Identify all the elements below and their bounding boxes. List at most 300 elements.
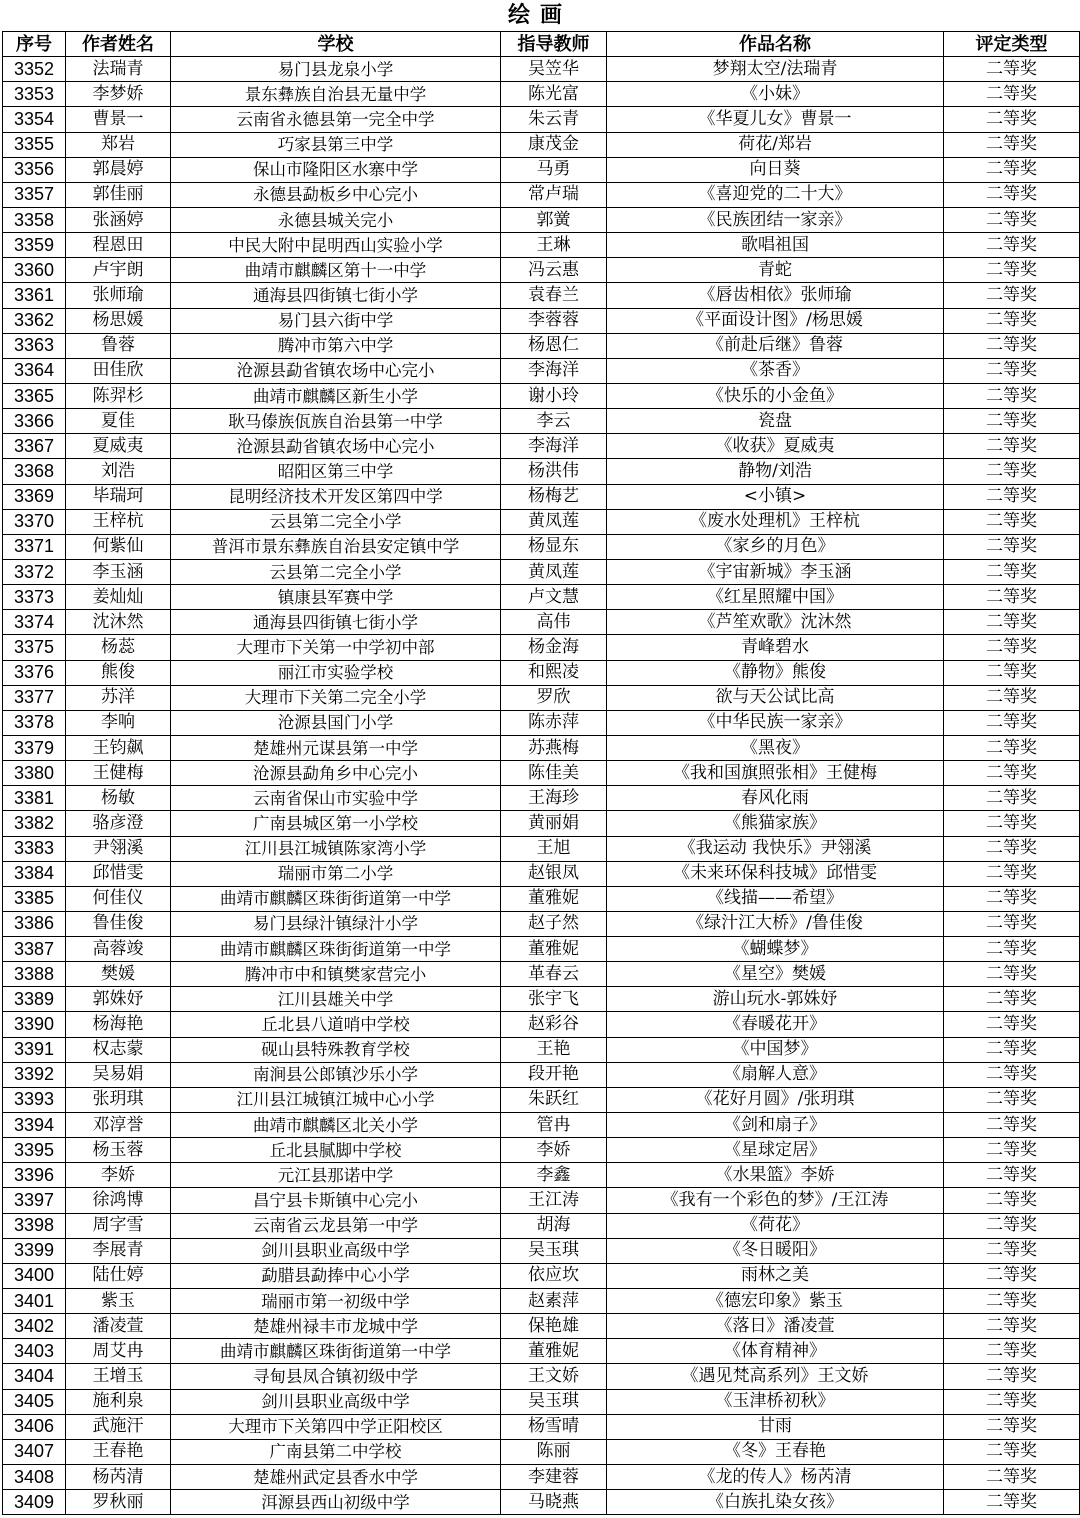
header-work-title: 作品名称	[607, 32, 944, 57]
cell-teacher: 赵银凤	[501, 861, 607, 886]
cell-award-type: 二等奖	[944, 1012, 1080, 1037]
cell-work-title: 《荷花》	[607, 1213, 944, 1238]
table-row	[3, 1465, 1080, 1490]
table-row	[3, 1414, 1080, 1439]
table-row	[3, 1012, 1080, 1037]
cell-work-title: 《龙的传人》杨芮清	[607, 1465, 944, 1490]
cell-serial: 3370	[3, 509, 66, 534]
cell-teacher: 李建蓉	[501, 1465, 607, 1490]
cell-teacher: 杨显东	[501, 534, 607, 559]
table-row	[3, 1113, 1080, 1138]
cell-work-title: 瓷盘	[607, 409, 944, 434]
cell-author: 杨海艳	[66, 1012, 171, 1037]
cell-school: 楚雄州禄丰市龙城中学	[171, 1314, 501, 1339]
cell-serial: 3403	[3, 1339, 66, 1364]
table-row	[3, 786, 1080, 811]
cell-work-title: 《茶香》	[607, 358, 944, 383]
cell-award-type: 二等奖	[944, 82, 1080, 107]
cell-author: 郑岩	[66, 132, 171, 157]
cell-teacher: 陈光富	[501, 82, 607, 107]
table-row	[3, 1037, 1080, 1062]
cell-school: 景东彝族自治县无量中学	[171, 82, 501, 107]
cell-school: 昆明经济技术开发区第四中学	[171, 484, 501, 509]
cell-award-type: 二等奖	[944, 484, 1080, 509]
cell-serial: 3409	[3, 1490, 66, 1515]
cell-teacher: 杨洪伟	[501, 459, 607, 484]
cell-serial: 3361	[3, 283, 66, 308]
cell-serial: 3373	[3, 585, 66, 610]
cell-work-title: 青蛇	[607, 258, 944, 283]
table-row	[3, 1490, 1080, 1515]
cell-work-title: 《喜迎党的二十大》	[607, 182, 944, 207]
cell-teacher: 马勇	[501, 157, 607, 182]
cell-author: 杨思媛	[66, 308, 171, 333]
cell-school: 寻甸县凤合镇初级中学	[171, 1364, 501, 1389]
cell-author: 王梓杭	[66, 509, 171, 534]
cell-award-type: 二等奖	[944, 1339, 1080, 1364]
cell-author: 权志蒙	[66, 1037, 171, 1062]
cell-author: 夏威夷	[66, 434, 171, 459]
cell-author: 潘凌萱	[66, 1314, 171, 1339]
cell-award-type: 二等奖	[944, 861, 1080, 886]
cell-author: 熊俊	[66, 660, 171, 685]
cell-serial: 3371	[3, 534, 66, 559]
cell-work-title: 荷花/郑岩	[607, 132, 944, 157]
cell-school: 云县第二完全小学	[171, 509, 501, 534]
cell-school: 易门县龙泉小学	[171, 57, 501, 82]
cell-school: 永德县勐板乡中心完小	[171, 182, 501, 207]
cell-work-title: 《小妹》	[607, 82, 944, 107]
cell-award-type: 二等奖	[944, 1113, 1080, 1138]
table-row	[3, 1138, 1080, 1163]
cell-author: 武施汗	[66, 1414, 171, 1439]
cell-serial: 3396	[3, 1163, 66, 1188]
cell-serial: 3364	[3, 358, 66, 383]
cell-author: 李玉涵	[66, 559, 171, 584]
cell-work-title: 雨林之美	[607, 1263, 944, 1288]
cell-award-type: 二等奖	[944, 57, 1080, 82]
table-row	[3, 157, 1080, 182]
cell-school: 曲靖市麒麟区珠街街道第一中学	[171, 1339, 501, 1364]
cell-author: 田佳欣	[66, 358, 171, 383]
table-header-row	[3, 32, 1080, 57]
cell-award-type: 二等奖	[944, 836, 1080, 861]
table-row	[3, 937, 1080, 962]
cell-author: 骆彦澄	[66, 811, 171, 836]
header-teacher: 指导教师	[501, 32, 607, 57]
cell-author: 夏佳	[66, 409, 171, 434]
cell-author: 法瑞青	[66, 57, 171, 82]
cell-award-type: 二等奖	[944, 1389, 1080, 1414]
cell-work-title: 游山玩水-郭姝妤	[607, 987, 944, 1012]
cell-school: 云南省保山市实验中学	[171, 786, 501, 811]
table-row	[3, 635, 1080, 660]
cell-award-type: 二等奖	[944, 937, 1080, 962]
table-row	[3, 1339, 1080, 1364]
cell-teacher: 吴玉琪	[501, 1238, 607, 1263]
cell-school: 洱源县西山初级中学	[171, 1490, 501, 1515]
cell-work-title: 《民族团结一家亲》	[607, 207, 944, 232]
cell-work-title: 《我运动 我快乐》尹翎溪	[607, 836, 944, 861]
cell-school: 昌宁县卡斯镇中心完小	[171, 1188, 501, 1213]
table-row	[3, 283, 1080, 308]
cell-school: 南涧县公郎镇沙乐小学	[171, 1062, 501, 1087]
cell-work-title: 《星球定居》	[607, 1138, 944, 1163]
table-row	[3, 459, 1080, 484]
cell-serial: 3397	[3, 1188, 66, 1213]
cell-serial: 3390	[3, 1012, 66, 1037]
table-row	[3, 1289, 1080, 1314]
cell-serial: 3356	[3, 157, 66, 182]
cell-serial: 3399	[3, 1238, 66, 1263]
cell-author: 杨芮清	[66, 1465, 171, 1490]
cell-award-type: 二等奖	[944, 157, 1080, 182]
cell-award-type: 二等奖	[944, 987, 1080, 1012]
cell-teacher: 杨恩仁	[501, 333, 607, 358]
cell-school: 通海县四街镇七街小学	[171, 610, 501, 635]
cell-award-type: 二等奖	[944, 1414, 1080, 1439]
cell-serial: 3360	[3, 258, 66, 283]
cell-teacher: 革春云	[501, 962, 607, 987]
cell-work-title: 《蝴蝶梦》	[607, 937, 944, 962]
table-row	[3, 509, 1080, 534]
table-row	[3, 1213, 1080, 1238]
table-row	[3, 962, 1080, 987]
cell-school: 镇康县军赛中学	[171, 585, 501, 610]
cell-serial: 3369	[3, 484, 66, 509]
cell-teacher: 苏燕梅	[501, 735, 607, 760]
cell-author: 杨敏	[66, 786, 171, 811]
cell-serial: 3406	[3, 1414, 66, 1439]
cell-work-title: 《德宏印象》紫玉	[607, 1289, 944, 1314]
cell-school: 江川县江城镇陈家湾小学	[171, 836, 501, 861]
cell-teacher: 董雅妮	[501, 1339, 607, 1364]
header-school: 学校	[171, 32, 501, 57]
page-title: 绘画	[507, 3, 572, 28]
cell-author: 邓淳誉	[66, 1113, 171, 1138]
cell-school: 永德县城关完小	[171, 207, 501, 232]
cell-serial: 3404	[3, 1364, 66, 1389]
table-row	[3, 836, 1080, 861]
cell-serial: 3394	[3, 1113, 66, 1138]
cell-teacher: 郭黉	[501, 207, 607, 232]
cell-serial: 3381	[3, 786, 66, 811]
table-row	[3, 534, 1080, 559]
cell-work-title: 《遇见梵高系列》王文娇	[607, 1364, 944, 1389]
cell-teacher: 谢小玲	[501, 383, 607, 408]
cell-award-type: 二等奖	[944, 333, 1080, 358]
cell-award-type: 二等奖	[944, 409, 1080, 434]
cell-teacher: 常卢瑞	[501, 182, 607, 207]
cell-serial: 3352	[3, 57, 66, 82]
cell-author: 尹翎溪	[66, 836, 171, 861]
cell-serial: 3368	[3, 459, 66, 484]
awards-table	[2, 31, 1080, 1515]
table-row	[3, 911, 1080, 936]
cell-author: 沈沐然	[66, 610, 171, 635]
cell-award-type: 二等奖	[944, 233, 1080, 258]
cell-school: 广南县城区第一小学校	[171, 811, 501, 836]
cell-teacher: 和熙凌	[501, 660, 607, 685]
cell-award-type: 二等奖	[944, 434, 1080, 459]
cell-work-title: 《收获》夏威夷	[607, 434, 944, 459]
cell-award-type: 二等奖	[944, 1263, 1080, 1288]
cell-author: 程恩田	[66, 233, 171, 258]
table-row	[3, 1314, 1080, 1339]
table-row	[3, 585, 1080, 610]
cell-serial: 3357	[3, 182, 66, 207]
table-row	[3, 987, 1080, 1012]
cell-award-type: 二等奖	[944, 132, 1080, 157]
cell-serial: 3407	[3, 1439, 66, 1464]
cell-teacher: 陈佳美	[501, 761, 607, 786]
cell-serial: 3358	[3, 207, 66, 232]
cell-school: 沧源县勐角乡中心完小	[171, 761, 501, 786]
cell-school: 曲靖市麒麟区珠街街道第一中学	[171, 886, 501, 911]
cell-teacher: 杨梅艺	[501, 484, 607, 509]
cell-teacher: 陈丽	[501, 1439, 607, 1464]
cell-teacher: 康茂金	[501, 132, 607, 157]
cell-author: 高蓉竣	[66, 937, 171, 962]
cell-serial: 3366	[3, 409, 66, 434]
cell-work-title: 《芦笙欢歌》沈沐然	[607, 610, 944, 635]
cell-school: 元江县那诺中学	[171, 1163, 501, 1188]
cell-school: 瑞丽市第一初级中学	[171, 1289, 501, 1314]
cell-work-title: 《中国梦》	[607, 1037, 944, 1062]
cell-work-title: 《白族扎染女孩》	[607, 1490, 944, 1515]
cell-teacher: 杨雪晴	[501, 1414, 607, 1439]
cell-teacher: 李云	[501, 409, 607, 434]
cell-author: 周字雪	[66, 1213, 171, 1238]
cell-award-type: 二等奖	[944, 1490, 1080, 1515]
cell-author: 罗秋丽	[66, 1490, 171, 1515]
cell-work-title: 《唇齿相依》张师瑜	[607, 283, 944, 308]
cell-serial: 3372	[3, 559, 66, 584]
cell-award-type: 二等奖	[944, 509, 1080, 534]
cell-school: 腾冲市第六中学	[171, 333, 501, 358]
cell-work-title: 《体育精神》	[607, 1339, 944, 1364]
cell-serial: 3402	[3, 1314, 66, 1339]
cell-author: 郭晨婷	[66, 157, 171, 182]
table-row	[3, 132, 1080, 157]
cell-work-title: 歌唱祖国	[607, 233, 944, 258]
cell-work-title: 《废水处理机》王梓杭	[607, 509, 944, 534]
cell-work-title: 《红星照耀中国》	[607, 585, 944, 610]
cell-work-title: 《我和国旗照张相》王健梅	[607, 761, 944, 786]
cell-teacher: 王艳	[501, 1037, 607, 1062]
cell-work-title: 《熊猫家族》	[607, 811, 944, 836]
cell-author: 姜灿灿	[66, 585, 171, 610]
cell-work-title: 《中华民族一家亲》	[607, 710, 944, 735]
cell-author: 鲁蓉	[66, 333, 171, 358]
cell-teacher: 王海珍	[501, 786, 607, 811]
table-row	[3, 660, 1080, 685]
cell-work-title: 青峰碧水	[607, 635, 944, 660]
cell-author: 王健梅	[66, 761, 171, 786]
cell-award-type: 二等奖	[944, 1138, 1080, 1163]
cell-teacher: 管冉	[501, 1113, 607, 1138]
table-row	[3, 886, 1080, 911]
cell-author: 李娇	[66, 1163, 171, 1188]
header-serial: 序号	[3, 32, 66, 57]
cell-teacher: 吴笠华	[501, 57, 607, 82]
table-row	[3, 761, 1080, 786]
cell-school: 中民大附中昆明西山实验小学	[171, 233, 501, 258]
cell-serial: 3367	[3, 434, 66, 459]
cell-serial: 3378	[3, 710, 66, 735]
table-row	[3, 82, 1080, 107]
cell-serial: 3386	[3, 911, 66, 936]
cell-teacher: 董雅妮	[501, 886, 607, 911]
cell-school: 大理市下关第四中学正阳校区	[171, 1414, 501, 1439]
cell-teacher: 高伟	[501, 610, 607, 635]
table-row	[3, 107, 1080, 132]
cell-teacher: 王文娇	[501, 1364, 607, 1389]
cell-teacher: 李海洋	[501, 358, 607, 383]
cell-work-title: 《华夏儿女》曹景一	[607, 107, 944, 132]
cell-school: 通海县四街镇七街小学	[171, 283, 501, 308]
cell-work-title: 《星空》樊媛	[607, 962, 944, 987]
cell-author: 郭姝妤	[66, 987, 171, 1012]
cell-teacher: 杨金海	[501, 635, 607, 660]
cell-serial: 3375	[3, 635, 66, 660]
cell-work-title: 《水果篮》李娇	[607, 1163, 944, 1188]
table-row	[3, 358, 1080, 383]
cell-teacher: 卢文慧	[501, 585, 607, 610]
cell-author: 周艾冉	[66, 1339, 171, 1364]
cell-teacher: 李海洋	[501, 434, 607, 459]
cell-work-title: 向日葵	[607, 157, 944, 182]
cell-award-type: 二等奖	[944, 811, 1080, 836]
cell-teacher: 段开艳	[501, 1062, 607, 1087]
cell-work-title: 《我有一个彩色的梦》/王江涛	[607, 1188, 944, 1213]
cell-school: 云南省云龙县第一中学	[171, 1213, 501, 1238]
cell-work-title: 《春暖花开》	[607, 1012, 944, 1037]
cell-school: 楚雄州武定县香水中学	[171, 1465, 501, 1490]
cell-school: 昭阳区第三中学	[171, 459, 501, 484]
table-row	[3, 1364, 1080, 1389]
cell-author: 李梦娇	[66, 82, 171, 107]
cell-serial: 3353	[3, 82, 66, 107]
table-row	[3, 861, 1080, 886]
cell-teacher: 赵彩谷	[501, 1012, 607, 1037]
cell-serial: 3377	[3, 685, 66, 710]
cell-serial: 3359	[3, 233, 66, 258]
cell-school: 巧家县第三中学	[171, 132, 501, 157]
cell-author: 王钧飙	[66, 735, 171, 760]
cell-teacher: 王琳	[501, 233, 607, 258]
cell-award-type: 二等奖	[944, 710, 1080, 735]
header-award-type: 评定类型	[944, 32, 1080, 57]
cell-teacher: 黄凤莲	[501, 559, 607, 584]
cell-serial: 3395	[3, 1138, 66, 1163]
cell-teacher: 冯云惠	[501, 258, 607, 283]
cell-teacher: 依应坎	[501, 1263, 607, 1288]
cell-serial: 3376	[3, 660, 66, 685]
cell-work-title: 《静物》熊俊	[607, 660, 944, 685]
cell-award-type: 二等奖	[944, 1289, 1080, 1314]
cell-work-title: 《前赴后继》鲁蓉	[607, 333, 944, 358]
table-row	[3, 383, 1080, 408]
cell-work-title: 静物/刘浩	[607, 459, 944, 484]
cell-school: 曲靖市麒麟区新生小学	[171, 383, 501, 408]
cell-work-title: 《绿汁江大桥》/鲁佳俊	[607, 911, 944, 936]
cell-teacher: 李蓉蓉	[501, 308, 607, 333]
table-row	[3, 1062, 1080, 1087]
table-row	[3, 685, 1080, 710]
table-row	[3, 182, 1080, 207]
cell-teacher: 董雅妮	[501, 937, 607, 962]
cell-school: 丽江市实验学校	[171, 660, 501, 685]
cell-award-type: 二等奖	[944, 1314, 1080, 1339]
cell-serial: 3401	[3, 1289, 66, 1314]
cell-serial: 3408	[3, 1465, 66, 1490]
cell-serial: 3363	[3, 333, 66, 358]
cell-school: 沧源县勐省镇农场中心完小	[171, 358, 501, 383]
cell-work-title: 《剑和扇子》	[607, 1113, 944, 1138]
cell-award-type: 二等奖	[944, 685, 1080, 710]
cell-author: 张师瑜	[66, 283, 171, 308]
cell-award-type: 二等奖	[944, 207, 1080, 232]
cell-author: 李响	[66, 710, 171, 735]
cell-school: 江川县雄关中学	[171, 987, 501, 1012]
cell-work-title: 梦翔太空/法瑞青	[607, 57, 944, 82]
cell-author: 鲁佳俊	[66, 911, 171, 936]
cell-author: 苏洋	[66, 685, 171, 710]
cell-award-type: 二等奖	[944, 1213, 1080, 1238]
cell-school: 瑞丽市第二小学	[171, 861, 501, 886]
cell-teacher: 保艳雄	[501, 1314, 607, 1339]
cell-school: 大理市下关第一中学初中部	[171, 635, 501, 660]
cell-author: 杨玉蓉	[66, 1138, 171, 1163]
cell-award-type: 二等奖	[944, 1238, 1080, 1263]
cell-award-type: 二等奖	[944, 1465, 1080, 1490]
cell-work-title: 《黑夜》	[607, 735, 944, 760]
table-body	[3, 57, 1080, 1515]
table-row	[3, 735, 1080, 760]
cell-serial: 3387	[3, 937, 66, 962]
table-row	[3, 811, 1080, 836]
cell-serial: 3388	[3, 962, 66, 987]
cell-author: 樊媛	[66, 962, 171, 987]
cell-teacher: 朱跃红	[501, 1087, 607, 1112]
cell-teacher: 吴玉琪	[501, 1389, 607, 1414]
table-row	[3, 1439, 1080, 1464]
cell-award-type: 二等奖	[944, 1163, 1080, 1188]
table-row	[3, 233, 1080, 258]
cell-teacher: 袁春兰	[501, 283, 607, 308]
table-row	[3, 207, 1080, 232]
cell-teacher: 陈赤萍	[501, 710, 607, 735]
table-row	[3, 1163, 1080, 1188]
cell-serial: 3383	[3, 836, 66, 861]
table-row	[3, 258, 1080, 283]
cell-award-type: 二等奖	[944, 1439, 1080, 1464]
table-row	[3, 559, 1080, 584]
cell-school: 易门县六街中学	[171, 308, 501, 333]
cell-award-type: 二等奖	[944, 635, 1080, 660]
cell-award-type: 二等奖	[944, 182, 1080, 207]
table-row	[3, 409, 1080, 434]
cell-school: 曲靖市麒麟区北关小学	[171, 1113, 501, 1138]
cell-work-title: 《未来环保科技城》邱惜雯	[607, 861, 944, 886]
table-row	[3, 434, 1080, 459]
table-row	[3, 333, 1080, 358]
cell-author: 李展青	[66, 1238, 171, 1263]
cell-award-type: 二等奖	[944, 308, 1080, 333]
cell-award-type: 二等奖	[944, 786, 1080, 811]
cell-award-type: 二等奖	[944, 1087, 1080, 1112]
